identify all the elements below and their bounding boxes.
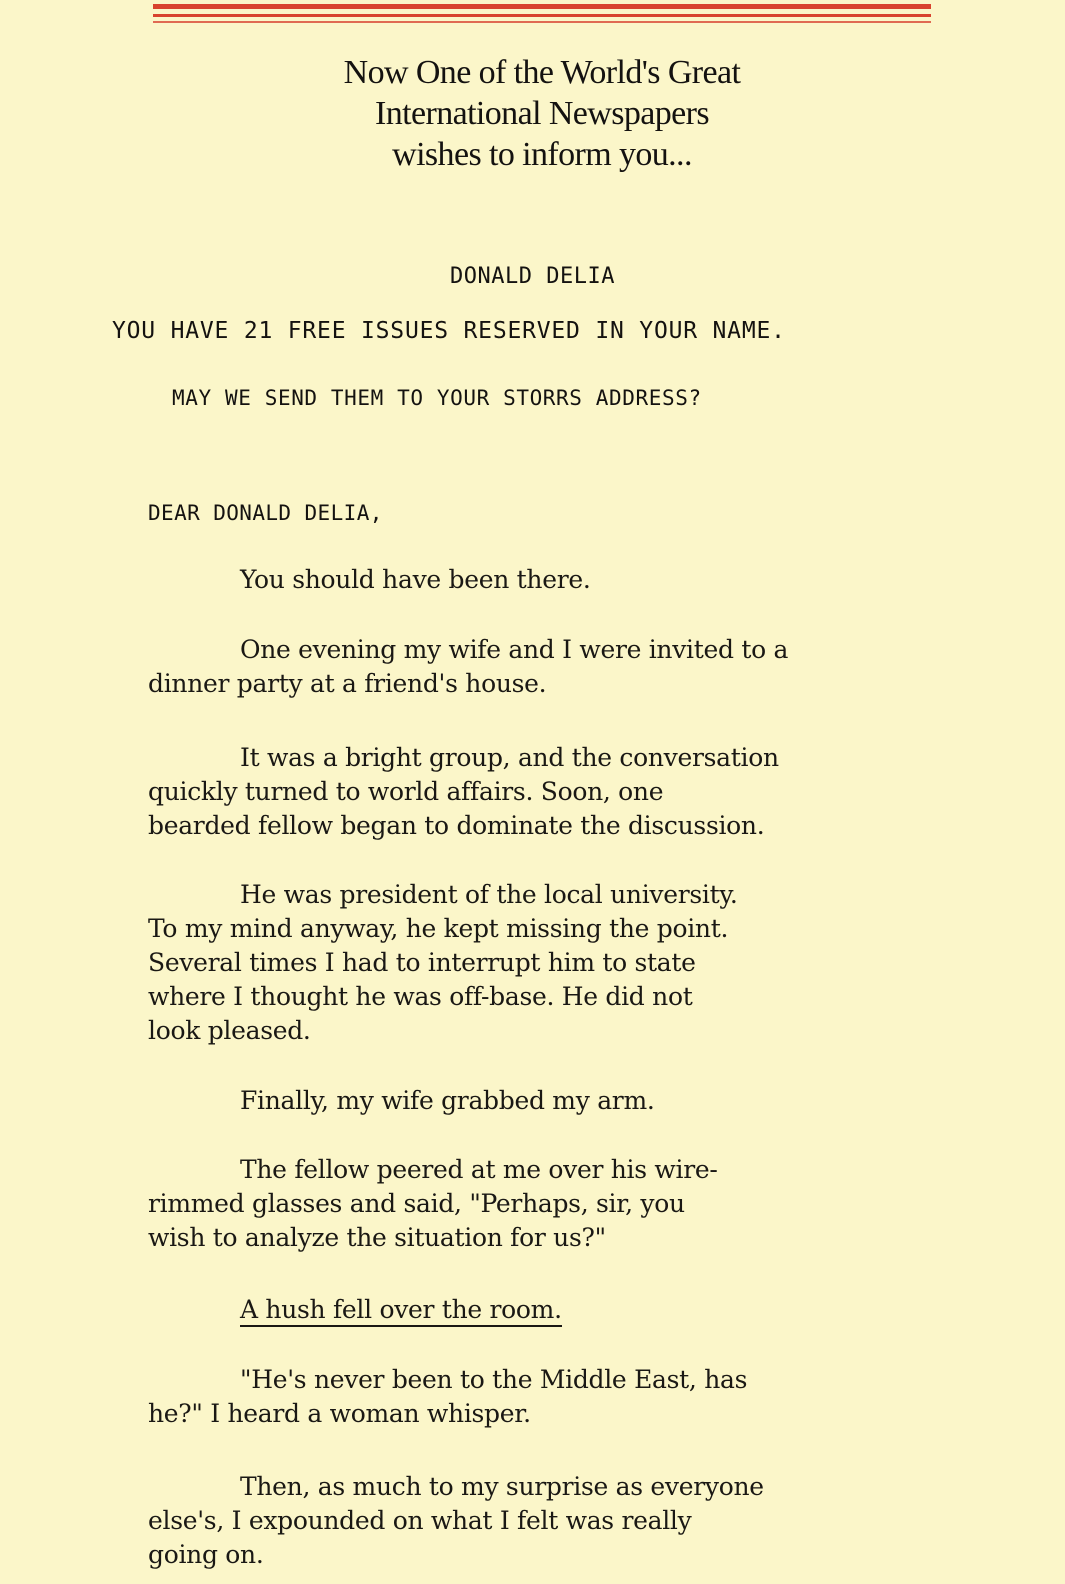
recipient-name: DONALD DELIA <box>450 264 615 289</box>
header-rule-middle <box>153 14 931 17</box>
paragraph-line: going on. <box>148 1540 264 1569</box>
paragraph-line: wish to analyze the situation for us?" <box>148 1223 606 1252</box>
headline <box>153 52 931 175</box>
paragraph-line: You should have been there. <box>240 565 591 594</box>
paragraph-line: where I thought he was off-base. He did not <box>148 982 693 1011</box>
paragraph-line: else's, I expounded on what I felt was really <box>148 1506 692 1535</box>
paragraph-line: It was a bright group, and the conversation <box>240 743 779 772</box>
headline-line-1: Now One of the World's Great <box>343 54 741 91</box>
paragraph-6 <box>148 1153 718 1255</box>
free-issues-offer: YOU HAVE 21 FREE ISSUES RESERVED IN YOUR NAME. <box>112 318 786 344</box>
paragraph-line: rimmed glasses and said, "Perhaps, sir, you <box>148 1189 685 1218</box>
paragraph-7 <box>148 1293 562 1327</box>
salutation: DEAR DONALD DELIA, <box>148 501 383 525</box>
paragraph-line: bearded fellow began to dominate the discussion. <box>148 811 765 840</box>
paragraph-9 <box>148 1470 764 1572</box>
paragraph-8 <box>148 1363 747 1431</box>
address-question: MAY WE SEND THEM TO YOUR STORRS ADDRESS? <box>172 386 702 410</box>
paragraph-line: To my mind anyway, he kept missing the point. <box>148 914 729 943</box>
headline-line-2: International Newspapers <box>375 95 709 132</box>
paragraph-line <box>148 1293 562 1327</box>
paragraph-5 <box>148 1084 655 1118</box>
paragraph-line: "He's never been to the Middle East, has <box>240 1365 748 1394</box>
paragraph-line: The fellow peered at me over his wire- <box>240 1155 718 1184</box>
paragraph-3 <box>148 741 779 843</box>
paragraph-4 <box>148 878 738 1048</box>
underlined-sentence: A hush fell over the room. <box>240 1295 562 1327</box>
paragraph-line: Finally, my wife grabbed my arm. <box>240 1086 655 1115</box>
paragraph-line: Several times I had to interrupt him to state <box>148 948 696 977</box>
paragraph-line: He was president of the local university. <box>240 880 738 909</box>
paragraph-line: quickly turned to world affairs. Soon, one <box>148 777 664 806</box>
paragraph-line: dinner party at a friend's house. <box>148 669 547 698</box>
paragraph-line: he?" I heard a woman whisper. <box>148 1399 531 1428</box>
paragraph-1 <box>148 563 591 597</box>
headline-line-3: wishes to inform you... <box>392 136 692 173</box>
paragraph-line: One evening my wife and I were invited to a <box>240 635 789 664</box>
header-rule-top <box>153 4 931 9</box>
paragraph-2 <box>148 633 788 701</box>
paragraph-line: Then, as much to my surprise as everyone <box>240 1472 764 1501</box>
paragraph-line: look pleased. <box>148 1016 311 1045</box>
header-rule-bottom <box>153 21 931 23</box>
